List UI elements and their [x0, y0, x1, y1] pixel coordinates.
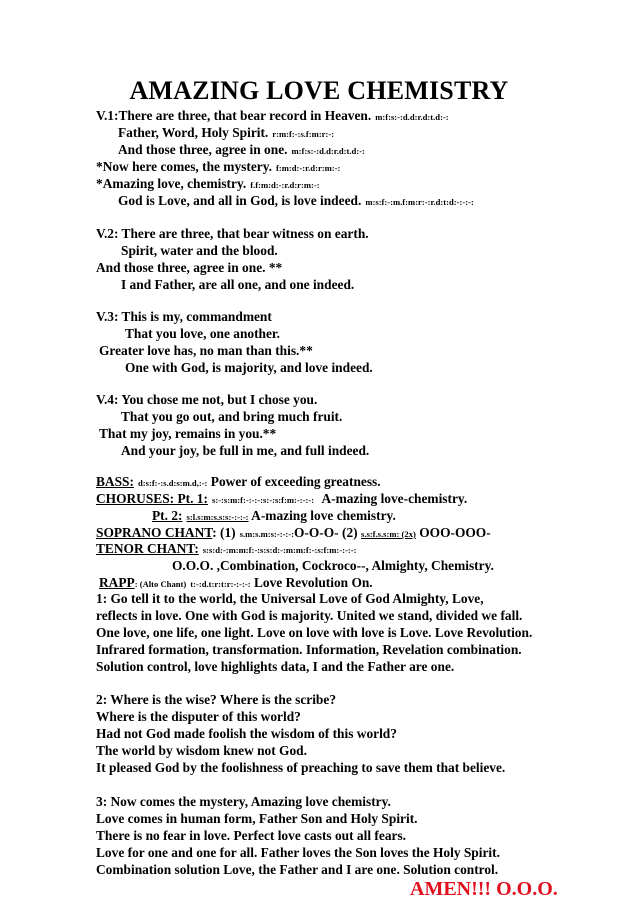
verse1-line1 [96, 108, 449, 125]
pt2-text: A-mazing love chemistry. [251, 508, 396, 523]
verse3-line2: That you love, one another. [125, 326, 280, 341]
rapp-text: Love Revolution On. [253, 575, 373, 590]
rap2-line1: 2: Where is the wise? Where is the scribe? [96, 692, 337, 707]
rapp-label: RAPP [99, 575, 135, 590]
verse2-line2: Spirit, water and the blood. [121, 243, 278, 258]
solfa-notation: d:s:f:-:s.d:s:m.d,:-: [137, 478, 208, 488]
verse4-line2: That you go out, and bring much fruit. [121, 409, 343, 424]
verse-text: God is Love, and all in God, is love indeed. [118, 193, 362, 208]
song-title: AMAZING LOVE CHEMISTRY [129, 76, 509, 105]
solfa-notation: t:-:d.t:r:t:r:-:-:-: [190, 579, 251, 589]
verse2-line3: And those three, agree in one. ** [96, 260, 283, 275]
verse1-line6 [118, 193, 474, 210]
solfa-notation: f.f:m:d:-:r.d:r:m:-: [250, 180, 320, 190]
verse-text: *Amazing love, chemistry. [96, 176, 247, 191]
verse2-line4: I and Father, are all one, and one indeed. [121, 277, 355, 292]
soprano-line [96, 525, 491, 542]
soprano-text-2: O-O-O- (2) [294, 525, 358, 540]
solfa-notation: f:m:d:-:r.d:r:m:-: [276, 163, 341, 173]
soprano-label: SOPRANO CHANT [96, 525, 213, 540]
rap3-line4: Love for one and one for all. Father loves the Son loves the Holy Spirit. [96, 845, 500, 860]
solfa-notation: r:m:f:-:s.f:m:r:-: [272, 129, 335, 139]
verse4-line4: And your joy, be full in me, and full indeed. [121, 443, 370, 458]
rap1-line5: Solution control, love highlights data, I and the Father are one. [96, 659, 455, 674]
verse-text: Father, Word, Holy Spirit. [118, 125, 269, 140]
solfa-notation: s.m:s.m:s:-:-:-: [239, 529, 295, 539]
solfa-notation: s:-:s:m:f:-:-:-:s:-:s:f:m:-:-:-: [211, 495, 315, 505]
verse-text: *Now here comes, the mystery. [96, 159, 273, 174]
amen-closing: AMEN!!! O.O.O. [410, 878, 558, 900]
rap2-line2: Where is the disputer of this world? [96, 709, 301, 724]
tenor-line [96, 541, 356, 558]
soprano-text-1: : (1) [212, 525, 236, 540]
rapp-subtitle: : (Alto Chant) [134, 579, 187, 589]
bass-text: Power of exceeding greatness. [210, 474, 381, 489]
rap1-line1: 1: Go tell it to the world, the Universal Love of God Almighty, Love, [96, 591, 484, 606]
solfa-notation: s.s:f.s.s:m: (2x) [360, 529, 416, 539]
solfa-notation: m:s:f:-:m.f:m:r:-:r.d:t:d:-:-:-: [365, 197, 474, 207]
bass-line [96, 474, 381, 491]
solfa-notation: s:s:d:-:m:m:f:-:s:s:d:-:m:m:f:-:s:f:m:-:-:-: [202, 545, 357, 555]
verse-text: And those three, agree in one. [118, 142, 288, 157]
rap3-line5: Combination solution Love, the Father and I are one. Solution control. [96, 862, 499, 877]
verse1-line3 [118, 142, 365, 159]
rap1-line2: reflects in love. One with God is majority. United we stand, divided we fall. [96, 608, 523, 623]
pt2-label: Pt. 2: [152, 508, 183, 523]
tenor-text: O.O.O. ,Combination, Cockroco--, Almighty, Chemistry. [172, 558, 494, 573]
soprano-text-3: OOO-OOO- [419, 525, 491, 540]
rap2-line3: Had not God made foolish the wisdom of this world? [96, 726, 397, 741]
tenor-label: TENOR CHANT: [96, 541, 199, 556]
solfa-notation: m:f:s:-:d.d:r.d:t.d:-: [291, 146, 365, 156]
rap2-line4: The world by wisdom knew not God. [96, 743, 307, 758]
verse3-line1: V.3: This is my, commandment [96, 309, 272, 324]
rap2-line5: It pleased God by the foolishness of preaching to save them that believe. [96, 760, 506, 775]
verse1-line5 [96, 176, 320, 193]
rap1-line4: Infrared formation, transformation. Information, Revelation combination. [96, 642, 522, 657]
rapp-line [99, 575, 373, 592]
verse3-line4: One with God, is majority, and love indeed. [125, 360, 373, 375]
chorus-label: CHORUSES: Pt. 1: [96, 491, 208, 506]
solfa-notation: s:l.s:m:s.s:s:-:-:-: [186, 512, 249, 522]
verse4-line1: V.4: You chose me not, but I chose you. [96, 392, 318, 407]
rap3-line2: Love comes in human form, Father Son and Holy Spirit. [96, 811, 418, 826]
chorus-pt1-line [96, 491, 467, 508]
verse-text: V.1:There are three, that bear record in Heaven. [96, 108, 372, 123]
verse1-line4 [96, 159, 340, 176]
verse3-line3: Greater love has, no man than this.** [99, 343, 313, 358]
chorus-pt2-line [152, 508, 396, 525]
verse1-line2 [118, 125, 334, 142]
rap3-line3: There is no fear in love. Perfect love casts out all fears. [96, 828, 407, 843]
bass-label: BASS: [96, 474, 134, 489]
solfa-notation: m:f:s:-:d.d:r.d:t.d:-: [375, 112, 449, 122]
rap1-line3: One love, one life, one light. Love on love with love is Love. Love Revolution. [96, 625, 533, 640]
chorus-text: A-mazing love-chemistry. [321, 491, 468, 506]
rap3-line1: 3: Now comes the mystery, Amazing love chemistry. [96, 794, 391, 809]
verse2-line1: V.2: There are three, that bear witness on earth. [96, 226, 369, 241]
verse4-line3: That my joy, remains in you.** [99, 426, 277, 441]
